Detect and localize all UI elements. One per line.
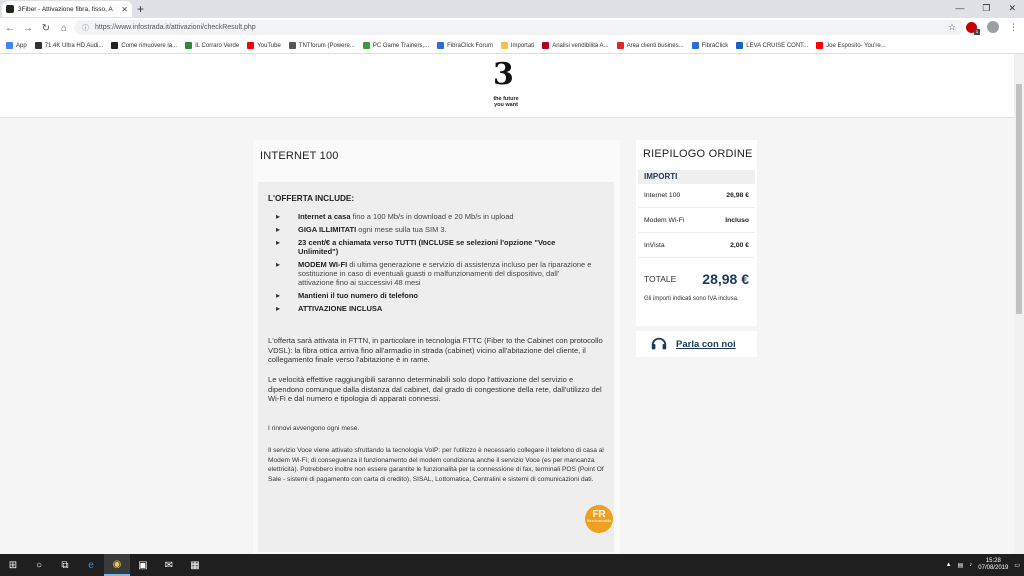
bookmark-item[interactable] xyxy=(363,42,429,49)
bookmark-label: Area clienti busines... xyxy=(626,42,684,49)
scrollbar-thumb[interactable] xyxy=(1016,84,1022,314)
total-row xyxy=(638,264,755,294)
feature-text: fino a 100 Mb/s in download e 20 Mb/s in upload xyxy=(350,212,514,221)
windows-taskbar xyxy=(0,554,1024,576)
summary-row xyxy=(638,234,755,258)
total-label: TOTALE xyxy=(644,274,677,284)
toolbar-right xyxy=(966,21,1018,33)
bookmark-label: PC Game Trainers,... xyxy=(372,42,430,49)
bookmark-item[interactable] xyxy=(816,42,886,49)
fr-badge-icon xyxy=(585,505,613,533)
address-bar[interactable] xyxy=(74,20,964,35)
row-value: 2,00 € xyxy=(730,242,749,249)
feature-list xyxy=(276,212,596,317)
tray-icon[interactable]: ▲ xyxy=(945,562,952,568)
bookmark-item[interactable] xyxy=(289,42,355,49)
network-icon[interactable]: ▤ xyxy=(957,562,964,569)
order-summary xyxy=(636,140,757,326)
total-value: 28,98 € xyxy=(702,271,749,287)
tab-close-icon[interactable]: ✕ xyxy=(121,4,128,14)
feature-item xyxy=(276,291,596,300)
bookmark-favicon-icon xyxy=(289,42,296,49)
bookmark-item[interactable] xyxy=(247,42,281,49)
bookmark-favicon-icon xyxy=(501,42,508,49)
bookmark-label: Joe Esposito- You're... xyxy=(826,42,886,49)
feature-item xyxy=(276,260,596,287)
feature-item xyxy=(276,304,596,313)
speed-note: Le velocità effettive raggiungibili saranno determinabili solo dopo l'attivazione del servizio e dipendono comunque dalla distanza dal cabinet, dal grado di congestione della rete, dall'utilizzo del Wi-Fi e dal numero e tipologia di apparati connessi. xyxy=(268,375,602,404)
bookmark-item[interactable] xyxy=(437,42,493,49)
bookmark-favicon-icon xyxy=(111,42,118,49)
row-value: Incluso xyxy=(725,217,749,224)
bookmark-item[interactable] xyxy=(692,42,729,49)
clock[interactable] xyxy=(978,558,1008,572)
feature-title: GIGA ILLIMITATI xyxy=(298,225,357,234)
ftth-note: L'offerta sarà attivata in FTTN, in particolare in tecnologia FTTC (Fiber to the Cabinet con protocollo VDSL): la fibra ottica arriva fino all'armadio in strada (cabinet) vicino all'abitazione del cliente, il collegamento finale verso l'abitazione è in rame. xyxy=(268,336,603,365)
bookmark-label: IL Corraro Verde xyxy=(195,42,240,49)
minimize-icon[interactable]: — xyxy=(955,3,965,13)
bookmark-item[interactable] xyxy=(501,42,534,49)
feature-item xyxy=(276,225,596,234)
bookmark-item[interactable] xyxy=(736,42,808,49)
bookmark-favicon-icon xyxy=(437,42,444,49)
product-title: INTERNET 100 xyxy=(260,150,339,162)
logo-tagline: the future you want xyxy=(493,96,519,108)
badge-text: FR xyxy=(592,509,606,520)
browser-chrome xyxy=(0,0,1024,54)
badge-subtext: fibra ricaricabile xyxy=(586,519,612,523)
web-page xyxy=(0,54,1014,554)
bookmark-favicon-icon xyxy=(35,42,42,49)
feature-title: 23 cent/€ a chiamata verso TUTTI (INCLUSE se selezioni l'opzione "Voce Unlimited") xyxy=(298,238,556,256)
bookmark-favicon-icon xyxy=(185,42,192,49)
bookmark-label: FibraClick Forum xyxy=(447,42,493,49)
tab-favicon-icon xyxy=(6,5,14,13)
bookmarks-bar xyxy=(0,38,1024,54)
profile-avatar[interactable] xyxy=(987,21,999,33)
bookmark-label: YouTube xyxy=(257,42,281,49)
feature-item xyxy=(276,212,596,221)
bookmark-favicon-icon xyxy=(247,42,254,49)
headset-icon xyxy=(650,335,668,353)
bookmark-item[interactable] xyxy=(111,42,177,49)
vat-note: Gli importi indicati sono IVA inclusa. xyxy=(644,296,739,302)
close-window-icon[interactable]: ✕ xyxy=(1008,3,1016,13)
feature-title: ATTIVAZIONE INCLUSA xyxy=(298,304,383,313)
bookmark-item[interactable] xyxy=(617,42,684,49)
clock-date: 07/08/2019 xyxy=(978,565,1009,571)
contact-us-button[interactable] xyxy=(636,331,757,357)
home-icon[interactable]: ⌂ xyxy=(60,22,68,34)
contact-label: Parla con noi xyxy=(676,338,736,350)
start-icon[interactable]: ⊞ xyxy=(8,559,18,571)
summary-row xyxy=(638,209,755,233)
bookmark-item[interactable] xyxy=(185,42,239,49)
offer-includes-heading: L'OFFERTA INCLUDE: xyxy=(268,194,355,203)
row-label: Internet 100 xyxy=(644,192,681,199)
row-label: InVista xyxy=(644,242,665,249)
new-tab-button[interactable]: + xyxy=(137,2,145,16)
page-scrollbar[interactable] xyxy=(1014,54,1024,554)
three-logo[interactable]: 3 xyxy=(493,57,514,92)
bookmark-label: Analisi vendibilità A... xyxy=(552,42,609,49)
info-icon[interactable]: ⓘ xyxy=(82,24,89,32)
bookmark-favicon-icon xyxy=(542,42,549,49)
bookmark-star-icon[interactable]: ☆ xyxy=(947,22,956,32)
feature-item xyxy=(276,238,596,256)
bookmark-favicon-icon xyxy=(617,42,624,49)
bookmark-favicon-icon xyxy=(6,42,13,49)
bookmark-label: Importati xyxy=(510,42,535,49)
calculator-icon[interactable]: ▦ xyxy=(190,559,200,571)
volume-icon[interactable]: ♪ xyxy=(969,562,973,568)
chrome-icon[interactable]: ◉ xyxy=(104,554,130,576)
url-text: https://www.infostrada.it/attivazioni/checkResult.php xyxy=(95,24,256,31)
feature-title: MODEM WI-FI xyxy=(298,260,348,269)
extension-icon[interactable]: 1 xyxy=(966,22,977,33)
bookmark-favicon-icon xyxy=(363,42,370,49)
bookmark-favicon-icon xyxy=(816,42,823,49)
bookmark-label: LEVA CRUISE CONT... xyxy=(746,42,809,49)
bookmark-label: TNTforum (Powere... xyxy=(298,42,355,49)
bookmark-label: Come rimuovere la... xyxy=(121,42,178,49)
store-icon[interactable]: ▣ xyxy=(138,559,148,571)
menu-kebab-icon[interactable]: ⋮ xyxy=(1009,22,1018,32)
tab-title: 3Fiber - Attivazione fibra, fisso, A xyxy=(18,5,113,13)
summary-section-header: IMPORTI xyxy=(638,170,755,184)
forward-icon[interactable]: → xyxy=(23,22,33,34)
feature-title: Internet a casa xyxy=(298,212,351,221)
bookmark-favicon-icon xyxy=(692,42,699,49)
feature-text: di ultima generazione e servizio di assistenza incluso per la riparazione e sostituzione in caso di eventuali guasti o malfunzionamenti del dispositivo, dall' attivazione fino ai successivi 48 mesi xyxy=(298,260,592,287)
offer-details-box xyxy=(258,182,614,552)
restore-icon[interactable]: ❐ xyxy=(982,3,991,13)
summary-title: RIEPILOGO ORDINE xyxy=(643,148,753,160)
bookmark-label: FibraClick xyxy=(701,42,729,49)
search-icon[interactable]: ○ xyxy=(35,559,43,571)
bookmark-item[interactable] xyxy=(35,42,104,49)
task-view-icon[interactable]: ⧉ xyxy=(61,559,69,571)
feature-title: Mantieni il tuo numero di telefono xyxy=(298,291,418,300)
bookmark-label: App xyxy=(16,42,27,49)
browser-tab[interactable] xyxy=(2,1,132,17)
renewal-note: I rinnovi avvengono ogni mese. xyxy=(268,425,360,432)
mail-icon[interactable]: ✉ xyxy=(164,559,174,571)
offer-panel xyxy=(253,140,620,554)
back-icon[interactable]: ← xyxy=(5,22,15,34)
edge-icon[interactable]: e xyxy=(88,559,94,571)
window-controls xyxy=(955,1,1016,15)
feature-text: ogni mese sulla tua SIM 3. xyxy=(356,225,447,234)
bookmark-item[interactable] xyxy=(6,42,27,49)
system-tray xyxy=(946,554,1020,576)
clock-time: 15:28 xyxy=(985,558,1001,564)
bookmark-label: 71.4K Ultra HD Audi... xyxy=(44,42,104,49)
site-header xyxy=(0,54,1014,118)
bookmark-favicon-icon xyxy=(736,42,743,49)
browser-toolbar xyxy=(0,18,1024,38)
row-value: 26,98 € xyxy=(726,192,749,199)
bookmark-item[interactable] xyxy=(542,42,608,49)
notifications-icon[interactable]: ▭ xyxy=(1014,562,1020,569)
row-label: Modem Wi-Fi xyxy=(644,217,685,224)
reload-icon[interactable]: ↻ xyxy=(41,22,51,34)
summary-row xyxy=(638,184,755,208)
voip-note: Il servizio Voce viene attivato sfruttando la tecnologia VoIP: per l'utilizzo è necessario collegare il telefono di casa al Modem Wi-Fi; di conseguenza il funzionamento del modem condiziona anche il servizio Voce (es per mancanza elettricità). Potrebbero inoltre non essere garantite le funzionalità per la connessione di fax, terminali POS (Point Of Sale - sistemi di pagamento con carta di credito), SISAL, Lottomatica, Centralini e sistemi di comunicazioni dati. xyxy=(268,447,604,483)
